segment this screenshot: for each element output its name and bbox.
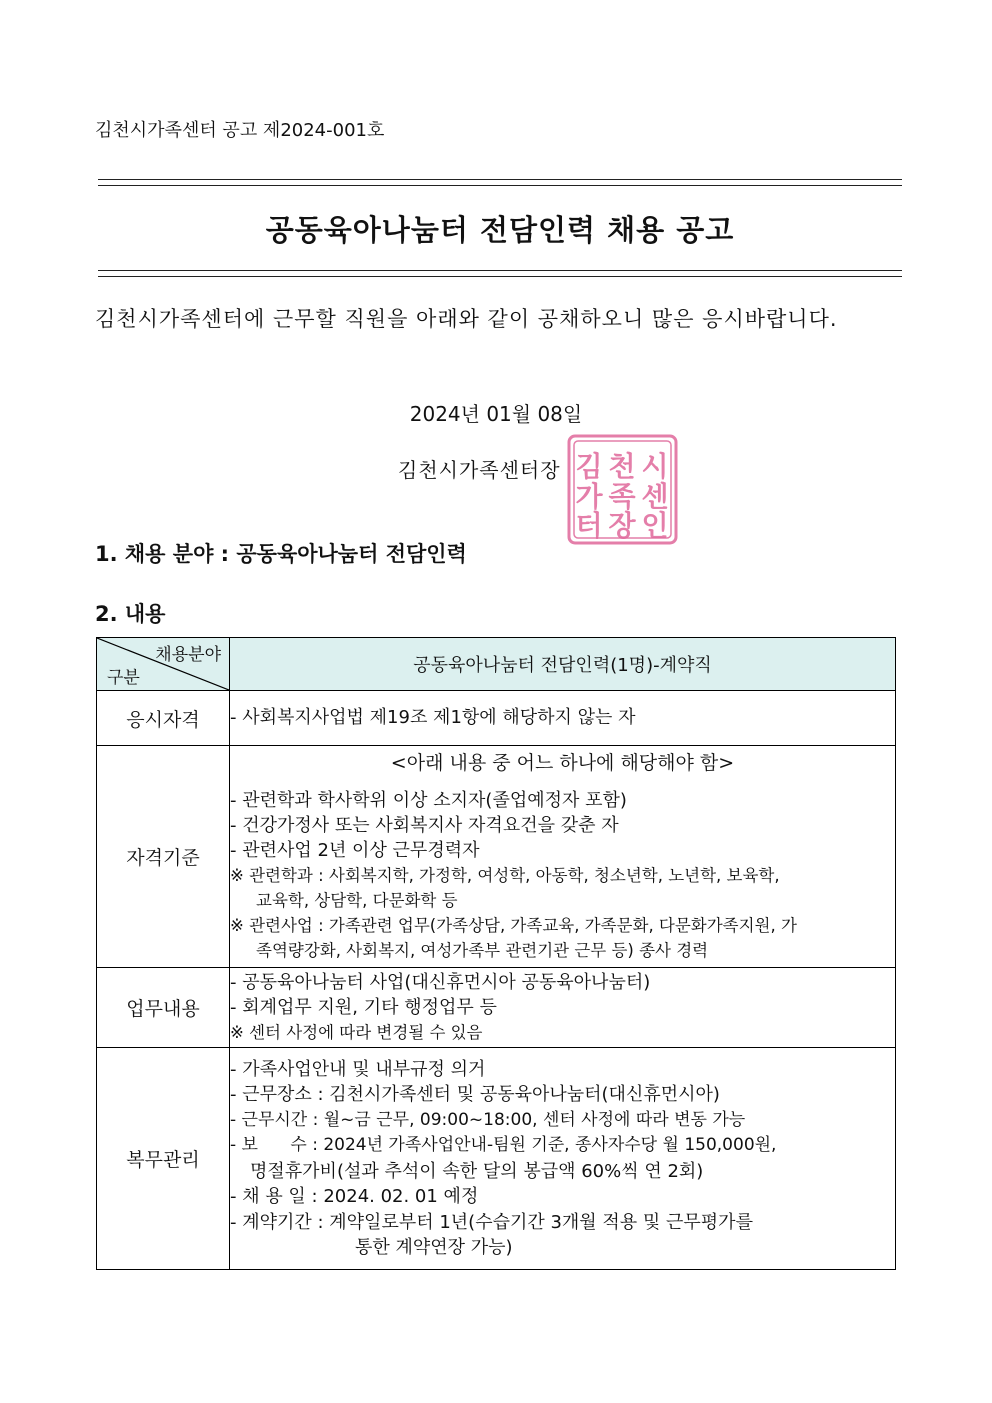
content-line: ※ 센터 사정에 따라 변경될 수 있음 <box>230 1023 483 1042</box>
seal-char: 장 <box>608 509 636 542</box>
row-label: 복무관리 <box>97 1048 230 1270</box>
seal-char: 천 <box>608 450 636 483</box>
content-line: - 공동육아나눔터 사업(대신휴먼시아 공동육아나눔터) <box>230 972 651 993</box>
row-content <box>230 1048 896 1270</box>
notice-number: 김천시가족센터 공고 제2024-001호 <box>95 120 385 141</box>
seal-char: 시 <box>641 450 669 483</box>
seal-char: 터 <box>575 509 603 542</box>
content-line: 족역량강화, 사회복지, 여성가족부 관련기관 근무 등) 종사 경력 <box>256 940 709 960</box>
seal-char: 인 <box>641 509 669 542</box>
content-line: - 관련사업 2년 이상 근무경력자 <box>230 839 480 861</box>
seal-char: 김 <box>575 450 603 483</box>
section-content: 2. 내용 <box>95 602 166 626</box>
content-line: - 관련학과 학사학위 이상 소지자(졸업예정자 포함) <box>230 789 627 811</box>
seal-char: 족 <box>608 480 636 513</box>
content-line: ※ 관련학과 : 사회복지학, 가정학, 여성학, 아동학, 청소년학, 노년학, 보육학, <box>230 865 780 885</box>
content-line: - 근무시간 : 월~금 근무, 09:00~18:00, 센터 사정에 따라 변동 가능 <box>230 1109 746 1130</box>
row-label: 자격기준 <box>97 746 230 968</box>
header-top-label: 채용분야 <box>155 645 221 665</box>
header-diagonal-cell <box>97 638 230 691</box>
recruitment-table <box>96 637 896 1270</box>
row-content <box>230 968 896 1048</box>
table-row-qualification <box>97 746 896 968</box>
section-field: 1. 채용 분야 : 공동육아나눔터 전담인력 <box>95 542 467 566</box>
row-label: 업무내용 <box>97 968 230 1048</box>
official-seal <box>565 432 680 547</box>
title-bottom-rule <box>98 270 902 277</box>
content-line: - 사회복지사업법 제19조 제1항에 해당하지 않는 자 <box>230 707 636 728</box>
content-line: - 건강가정사 또는 사회복지사 자격요건을 갖춘 자 <box>230 814 619 836</box>
content-line: 명절휴가비(설과 추석이 속한 달의 봉급액 60%씩 연 2회) <box>250 1160 704 1182</box>
content-line: - 회계업무 지원, 기타 행정업무 등 <box>230 997 497 1018</box>
table-row-eligibility <box>97 691 896 746</box>
row-content <box>230 746 896 968</box>
table-header-row <box>97 638 896 691</box>
title-top-rule <box>98 179 902 186</box>
content-line: 교육학, 상담학, 다문화학 등 <box>256 890 458 910</box>
row-label: 응시자격 <box>97 691 230 746</box>
content-heading: <아래 내용 중 어느 하나에 해당해야 함> <box>390 751 735 774</box>
content-line: ※ 관련사업 : 가족관련 업무(가족상담, 가족교육, 가족문화, 다문화가족지원, 가 <box>230 915 797 935</box>
content-line: - 가족사업안내 및 내부규정 의거 <box>230 1058 486 1080</box>
header-value: 공동육아나눔터 전담인력(1명)-계약직 <box>230 638 896 691</box>
notice-date: 2024년 01월 08일 <box>409 402 583 426</box>
content-line: - 보 수 : 2024년 가족사업안내-팀원 기준, 종사자수당 월 150,000원, <box>230 1135 777 1155</box>
page-title: 공동육아나눔터 전담인력 채용 공고 <box>265 213 735 247</box>
content-line: - 채 용 일 : 2024. 02. 01 예정 <box>230 1186 479 1207</box>
seal-char: 센 <box>641 480 669 513</box>
content-line: - 근무장소 : 김천시가족센터 및 공동육아나눔터(대신휴먼시아) <box>230 1084 720 1105</box>
signer-name: 김천시가족센터장 <box>398 458 561 482</box>
intro-paragraph: 김천시가족센터에 근무할 직원을 아래와 같이 공채하오니 많은 응시바랍니다. <box>95 307 838 331</box>
content-line: 통한 계약연장 가능) <box>355 1237 513 1258</box>
table-row-management <box>97 1048 896 1270</box>
content-line: - 계약기간 : 계약일로부터 1년(수습기간 3개월 적용 및 근무평가를 <box>230 1211 753 1233</box>
header-bottom-label: 구분 <box>107 668 140 688</box>
row-content <box>230 691 896 746</box>
seal-char: 가 <box>575 480 603 513</box>
table-row-duties <box>97 968 896 1048</box>
